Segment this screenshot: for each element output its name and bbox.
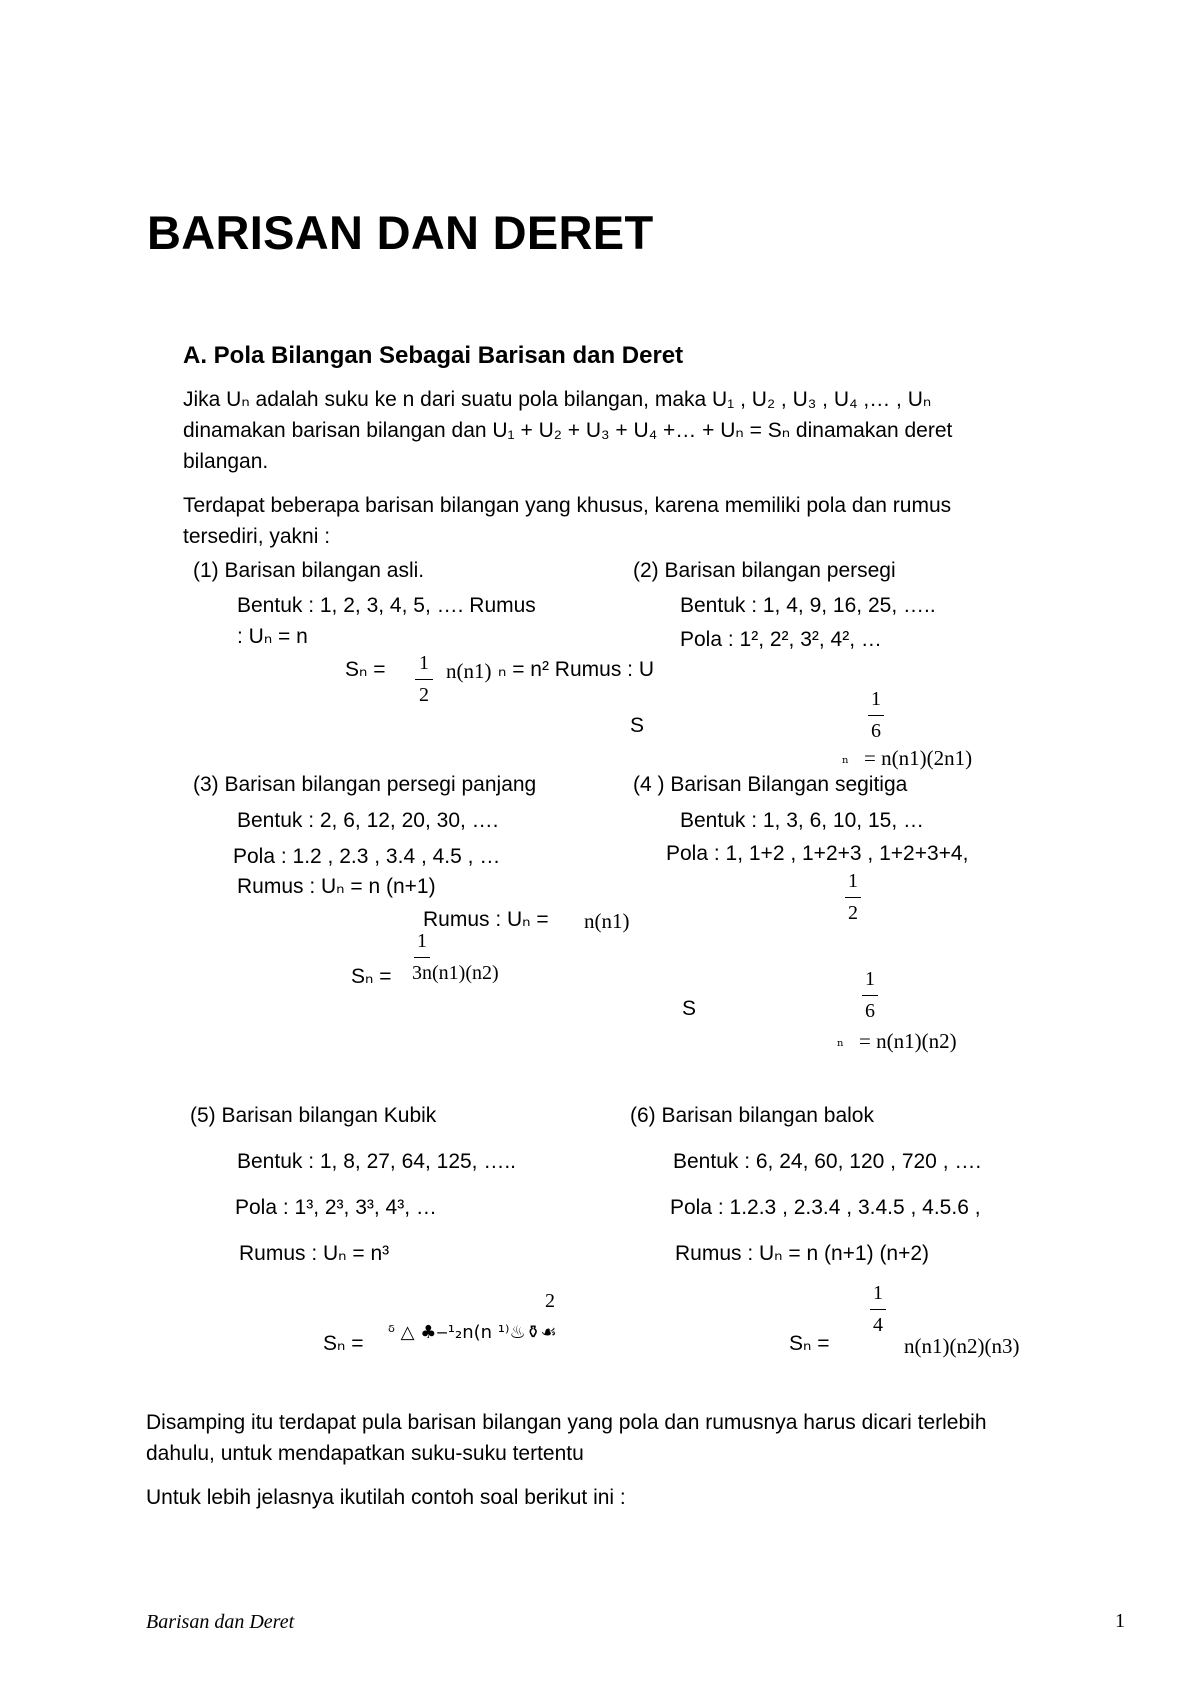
item-2-title: (2) Barisan bilangan persegi (633, 559, 896, 582)
item-3-fraction (412, 930, 522, 985)
item-4-fraction-1 (843, 870, 863, 925)
item-2-frac-num: 1 (871, 688, 881, 710)
item-2-frac-den: 6 (871, 720, 881, 742)
item-6-bentuk: Bentuk : 6, 24, 60, 120 , 720 , …. (673, 1150, 982, 1173)
item-4-frac1-num: 1 (848, 870, 858, 892)
intro-line-3: bilangan. (183, 450, 269, 473)
item-4-frac1-bar (845, 897, 861, 898)
item-4-s-label: S (682, 997, 697, 1020)
item-5-pola: Pola : 1³, 2³, 3³, 4³, … (235, 1196, 437, 1219)
item-4-eq: = n(n1)(n2) (859, 1029, 957, 1053)
item-1-bentuk: Bentuk : 1, 2, 3, 4, 5, …. Rumus (237, 594, 536, 617)
item-1-frac-bar (415, 679, 433, 680)
item-4-frac2-num: 1 (865, 968, 875, 990)
item-3-frac-num: 1 (417, 930, 427, 952)
item-5-sn-label: Sₙ = (323, 1332, 364, 1355)
closing-line-3: Untuk lebih jelasnya ikutilah contoh soal berikut ini : (146, 1486, 626, 1509)
item-4-frac2-den: 6 (865, 1000, 875, 1022)
item-1-fraction (414, 652, 434, 707)
intro-line-2: dinamakan barisan bilangan dan U₁ + U₂ + U₃ + U₄ +… + Uₙ = Sₙ dinamakan deret (183, 419, 953, 442)
item-6-title: (6) Barisan bilangan balok (630, 1104, 874, 1127)
item-1-title: (1) Barisan bilangan asli. (193, 559, 425, 582)
item-1-frac-num: 1 (419, 652, 429, 674)
item-6-fraction (868, 1282, 888, 1337)
item-5-title: (5) Barisan bilangan Kubik (190, 1104, 437, 1127)
special-line-2: tersediri, yakni : (183, 525, 331, 548)
item-2-sub: ₙ (842, 750, 849, 767)
item-2-fraction (866, 688, 886, 743)
item-4-fraction-2 (860, 968, 880, 1023)
item-1-sn-label: Sₙ = (345, 658, 386, 681)
item-2-pola: Pola : 1², 2², 3², 4², … (680, 628, 882, 651)
item-3-bentuk: Bentuk : 2, 6, 12, 20, 30, …. (237, 809, 499, 832)
item-1-rumus: : Uₙ = n (237, 625, 308, 648)
item-5-bentuk: Bentuk : 1, 8, 27, 64, 125, ….. (237, 1150, 517, 1173)
item-6-pola: Pola : 1.2.3 , 2.3.4 , 3.4.5 , 4.5.6 , (670, 1196, 981, 1219)
page-title: BARISAN DAN DERET (147, 206, 654, 259)
item-2-frac-bar (868, 715, 884, 716)
item-2-bentuk: Bentuk : 1, 4, 9, 16, 25, ….. (680, 594, 936, 617)
item-2-eq: = n(n1)(2n1) (864, 746, 973, 770)
item-5-sup: 2 (545, 1290, 555, 1312)
item-6-rumus: Rumus : Uₙ = n (n+1) (n+2) (675, 1242, 930, 1265)
item-6-sn-label: Sₙ = (789, 1332, 830, 1355)
item-1-frac-den: 2 (419, 684, 429, 706)
item-1-overlap: ₙ = n² Rumus : U (498, 658, 654, 681)
special-line-1: Terdapat beberapa barisan bilangan yang khusus, karena memiliki pola dan rumus (183, 494, 952, 517)
section-heading: A. Pola Bilangan Sebagai Barisan dan Deret (183, 342, 684, 369)
item-4-sub: ₙ (837, 1033, 844, 1050)
page-number: 1 (1115, 1610, 1125, 1632)
item-5-garbled-formula: ᵟ △ ♣‒¹₂n(n ¹⁾♨⚱☙ (388, 1322, 557, 1343)
item-4-rumus-label: Rumus : Uₙ = (423, 908, 549, 931)
footer-title: Barisan dan Deret (146, 1611, 295, 1633)
item-3-frac-bar (414, 957, 430, 958)
item-6-rest: n(n1)(n2)(n3) (904, 1334, 1020, 1358)
item-4-bentuk: Bentuk : 1, 3, 6, 10, 15, … (680, 809, 924, 832)
closing-line-2: dahulu, untuk mendapatkan suku-suku tertentu (146, 1442, 584, 1465)
item-4-frac2-bar (862, 995, 878, 996)
item-3-rumus: Rumus : Uₙ = n (n+1) (237, 875, 436, 898)
intro-line-1: Jika Uₙ adalah suku ke n dari suatu pola bilangan, maka U₁ , U₂ , U₃ , U₄ ,… , Uₙ (183, 388, 932, 411)
item-4-title: (4 ) Barisan Bilangan segitiga (633, 773, 908, 796)
item-4-frac1-den: 2 (848, 902, 858, 924)
item-5-rumus: Rumus : Uₙ = n³ (239, 1242, 390, 1265)
item-3-sn-label: Sₙ = (351, 965, 392, 988)
item-4-pola: Pola : 1, 1+2 , 1+2+3 , 1+2+3+4, (666, 842, 969, 865)
item-6-frac-bar (870, 1309, 886, 1310)
item-6-frac-num: 1 (873, 1282, 883, 1304)
item-6-frac-den: 4 (873, 1314, 883, 1336)
item-2-s-label: S (630, 714, 645, 737)
item-3-frac-den: 3n(n1)(n2) (412, 962, 499, 984)
closing-line-1: Disamping itu terdapat pula barisan bilangan yang pola dan rumusnya harus dicari terlebih (146, 1411, 987, 1434)
item-3-title: (3) Barisan bilangan persegi panjang (193, 773, 537, 796)
item-4-rumus-rest: n(n1) (584, 909, 630, 933)
item-1-sn-rest: n(n1) (446, 659, 492, 683)
item-3-pola: Pola : 1.2 , 2.3 , 3.4 , 4.5 , … (233, 845, 501, 868)
